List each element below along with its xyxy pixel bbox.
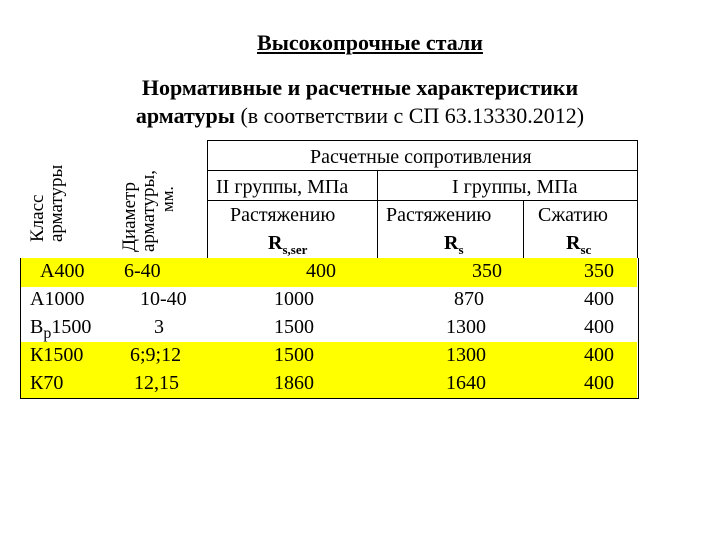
- row1-class: А400: [40, 260, 85, 282]
- row3-diam: 3: [154, 316, 164, 338]
- header-rs-sub: s: [458, 242, 464, 257]
- header-rsc: [566, 232, 591, 258]
- header-rs: [444, 232, 464, 258]
- row1-rs: 350: [472, 260, 502, 282]
- row2-rsser: 1000: [274, 288, 314, 310]
- row4-diam: 6;9;12: [130, 344, 182, 366]
- row3-class-main: В: [30, 316, 44, 338]
- header-resist: Расчетные сопротивления: [310, 146, 532, 168]
- subtitle-line-2-bold: арматуры: [135, 103, 235, 128]
- row3-rsc: 400: [584, 316, 614, 338]
- header-class: [28, 165, 66, 242]
- row4-rsc: 400: [584, 344, 614, 366]
- row5-rsser: 1860: [274, 372, 314, 394]
- row1-rsc: 350: [584, 260, 614, 282]
- row4-rsser: 1500: [274, 344, 314, 366]
- header-diam-line1: Диаметр: [119, 181, 140, 252]
- row3-class: [30, 316, 91, 343]
- header-compression: Сжатию: [538, 204, 608, 226]
- row2-rs: 870: [454, 288, 484, 310]
- row4-class: К1500: [30, 344, 84, 366]
- row3-rsser: 1500: [274, 316, 314, 338]
- row5-rsc: 400: [584, 372, 614, 394]
- header-top-line: [207, 140, 637, 141]
- header-class-line2: арматуры: [46, 164, 67, 242]
- header-rsser-main: R: [268, 232, 283, 254]
- header-class-line1: Класс: [27, 194, 48, 242]
- header-right-line: [637, 140, 638, 258]
- row5-class: К70: [30, 372, 64, 394]
- header-rsser: [268, 232, 307, 258]
- header-rs-main: R: [444, 232, 459, 254]
- row1-diam: 6-40: [124, 260, 161, 282]
- header-group1: I группы, МПа: [452, 176, 578, 198]
- header-col-line: [377, 170, 378, 258]
- header-tension-2: Растяжению: [386, 204, 492, 226]
- header-row-line-1: [207, 170, 637, 171]
- header-rsser-sub: s,ser: [282, 242, 308, 257]
- row2-diam: 10-40: [140, 288, 187, 310]
- header-group2: II группы, МПа: [216, 176, 349, 198]
- row3-rs: 1300: [446, 316, 486, 338]
- header-rsc-main: R: [566, 232, 581, 254]
- header-row-line-2: [207, 200, 637, 201]
- header-diameter: [120, 170, 177, 252]
- header-rsc-sub: sc: [580, 242, 592, 257]
- row5-diam: 12,15: [134, 372, 179, 394]
- header-diam-line3: мм.: [158, 186, 177, 212]
- page-title: Высокопрочные стали: [257, 30, 483, 55]
- row5-rs: 1640: [446, 372, 486, 394]
- subtitle-line-1: Нормативные и расчетные характеристики: [141, 75, 579, 100]
- header-tension-1: Растяжению: [230, 204, 336, 226]
- row1-rsser: 400: [306, 260, 336, 282]
- row4-rs: 1300: [446, 344, 486, 366]
- row2-rsc: 400: [584, 288, 614, 310]
- header-left-line: [207, 140, 208, 258]
- header-col-line-2: [523, 200, 524, 258]
- row3-class-rest: 1500: [51, 316, 92, 338]
- row3-class-sub: р: [43, 325, 52, 342]
- subtitle-line-2-normal: (в соответствии с СП 63.13330.2012): [234, 103, 585, 128]
- row2-class: А1000: [30, 288, 85, 310]
- subtitle-line-2: [60, 102, 660, 130]
- header-diam-line2: арматуры,: [138, 169, 159, 252]
